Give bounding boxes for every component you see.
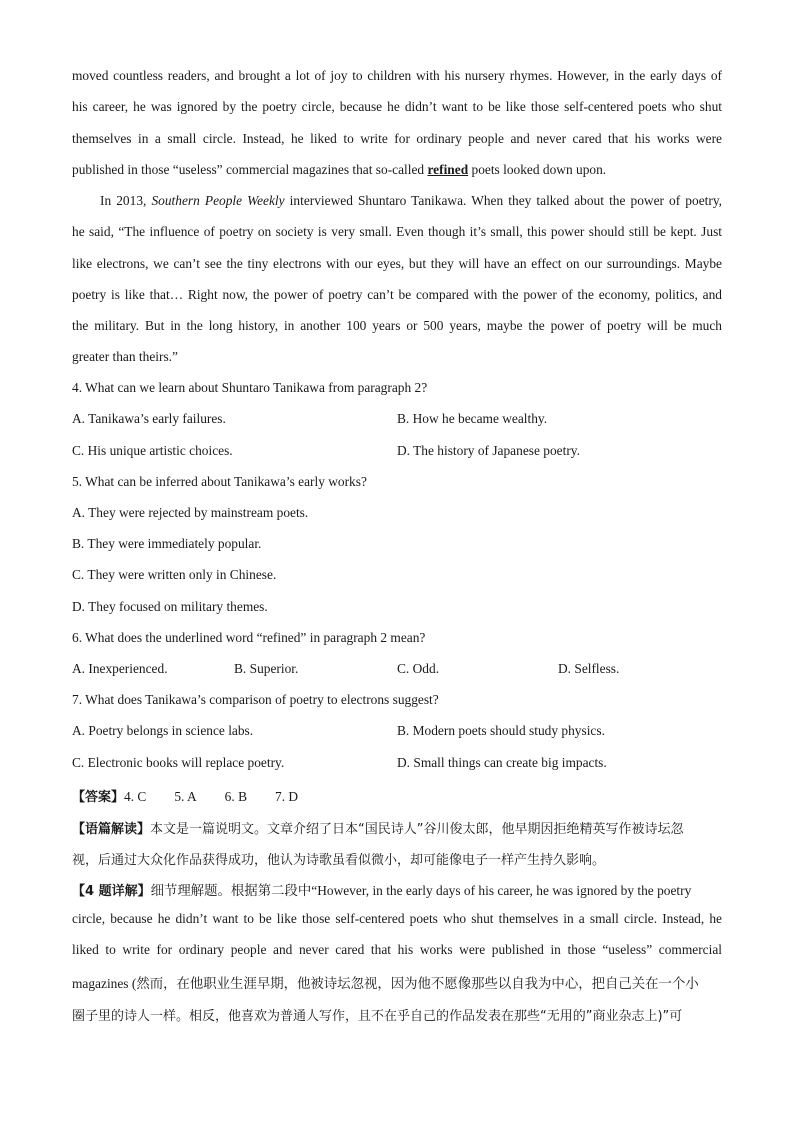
option-a: A. They were rejected by mainstream poets. xyxy=(72,505,309,520)
question-stem: 6. What does the underlined word “refined” in paragraph 2 mean? xyxy=(72,630,426,645)
option-c: C. Odd. xyxy=(397,661,440,676)
analysis-text: 本文是一篇说明文。文章介绍了日本“国民诗人”谷川俊太郎，他早期因拒绝精英写作被诗坛忽 xyxy=(150,822,684,837)
underlined-word: refined xyxy=(427,162,469,177)
detail-line: 圈子里的诗人一样。相反，他喜欢为普通人写作，且不在乎自己的作品发表在那些“无用的”商业杂志上)”可 xyxy=(72,1009,683,1024)
answer-label: 【答案】 xyxy=(72,790,125,805)
answer-line xyxy=(72,786,298,805)
analysis-label: 【语篇解读】 xyxy=(72,822,151,837)
answer-item: 5. A xyxy=(174,789,197,804)
passage-line xyxy=(100,193,722,209)
passage-line: the military. But in the long history, in another 100 years or 500 years, maybe the power of poetry will be much xyxy=(72,318,722,333)
option-b: B. They were immediately popular. xyxy=(72,536,262,551)
detail-line xyxy=(72,880,691,899)
option-a: A. Tanikawa’s early failures. xyxy=(72,411,226,426)
passage-text: interviewed Shuntaro Tanikawa. When they talked about the power of poetry, xyxy=(284,193,722,208)
magazine-title: Southern People Weekly xyxy=(151,193,285,208)
analysis-line: 视，后通过大众化作品获得成功，他认为诗歌虽看似微小，却可能像电子一样产生持久影响。 xyxy=(72,853,606,868)
detail-label: 【4 题详解】 xyxy=(72,884,151,899)
answer-item: 6. B xyxy=(224,789,247,804)
passage-line: themselves in a small circle. Instead, he liked to write for ordinary people and never cared that his works were xyxy=(72,131,722,146)
option-c: C. Electronic books will replace poetry. xyxy=(72,755,285,770)
option-b: B. How he became wealthy. xyxy=(397,411,548,426)
option-d: D. They focused on military themes. xyxy=(72,599,268,614)
option-a: A. Poetry belongs in science labs. xyxy=(72,723,254,738)
question-stem: 5. What can be inferred about Tanikawa’s early works? xyxy=(72,474,367,489)
passage-line: he said, “The influence of poetry on society is very small. Even though it’s small, this power should still be kept. Just xyxy=(72,224,722,239)
passage-line: moved countless readers, and brought a lot of joy to children with his nursery rhymes. However, in the early days of xyxy=(72,68,722,83)
passage-line: greater than theirs.” xyxy=(72,349,178,364)
option-d: D. Selfless. xyxy=(558,661,620,676)
passage-text: poets looked down upon. xyxy=(468,162,607,177)
option-d: D. Small things can create big impacts. xyxy=(397,755,607,770)
question-stem: 4. What can we learn about Shuntaro Tanikawa from paragraph 2? xyxy=(72,380,428,395)
detail-line: magazines (然而，在他职业生涯早期，他被诗坛忽视，因为他不愿像那些以自我为中心，把自己关在一个小 xyxy=(72,976,699,991)
detail-line: liked to write for ordinary people and never cared that his works were published in those “useless” commercial xyxy=(72,942,722,957)
question-stem: 7. What does Tanikawa’s comparison of poetry to electrons suggest? xyxy=(72,692,439,707)
passage-line: his career, he was ignored by the poetry circle, because he didn’t want to be like those self-centered poets who shut xyxy=(72,99,722,114)
option-c: C. His unique artistic choices. xyxy=(72,443,233,458)
option-d: D. The history of Japanese poetry. xyxy=(397,443,580,458)
option-b: B. Superior. xyxy=(234,661,299,676)
passage-text: published in those “useless” commercial magazines that so-called xyxy=(72,162,428,177)
passage-line xyxy=(72,162,606,178)
detail-text: 细节理解题。根据第二段中“However, in the early days of his career, he was ignored by the poetry xyxy=(150,883,692,898)
option-a: A. Inexperienced. xyxy=(72,661,168,676)
option-c: C. They were written only in Chinese. xyxy=(72,567,277,582)
passage-line: like electrons, we can’t see the tiny electrons with our eyes, but they will have an effect on our surroundings. Maybe xyxy=(72,256,722,271)
detail-line: circle, because he didn’t want to be like those self-centered poets who shut themselves in a small circle. Instead, he xyxy=(72,911,722,926)
answer-item: 7. D xyxy=(275,789,299,804)
passage-text: In 2013, xyxy=(100,193,152,208)
answer-item: 4. C xyxy=(124,789,147,804)
analysis-line xyxy=(72,818,684,837)
passage-line: poetry is like that… Right now, the power of poetry can’t be compared with the power of the economy, politics, and xyxy=(72,287,722,302)
option-b: B. Modern poets should study physics. xyxy=(397,723,605,738)
